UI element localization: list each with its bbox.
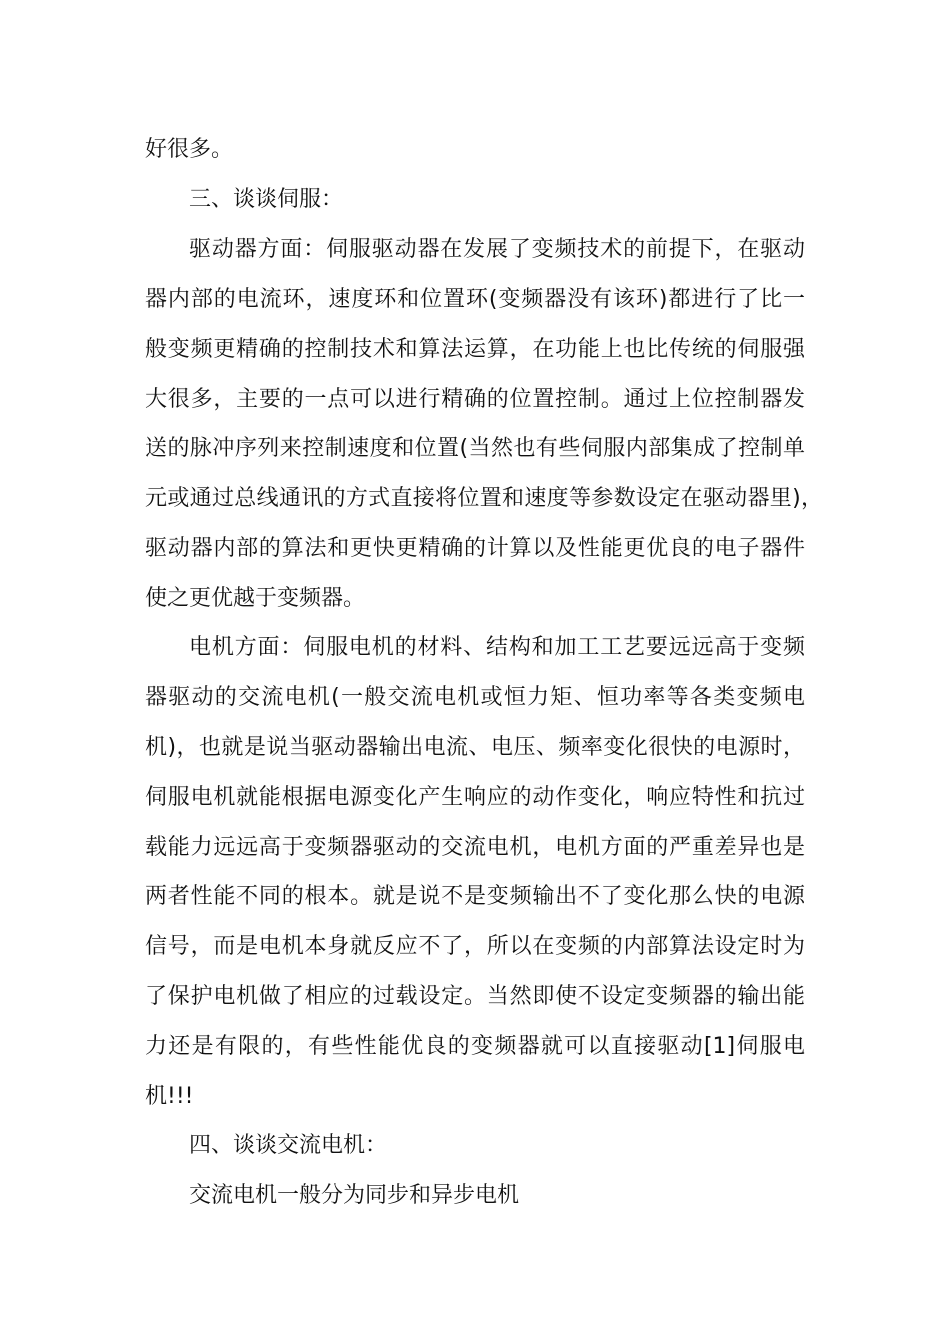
paragraph-line: 般变频更精确的控制技术和算法运算，在功能上也比传统的伺服强 bbox=[145, 337, 805, 362]
paragraph-line: 大很多，主要的一点可以进行精确的位置控制。通过上位控制器发 bbox=[145, 387, 805, 412]
paragraph-line: 器驱动的交流电机(一般交流电机或恒力矩、恒功率等各类变频电 bbox=[145, 685, 805, 710]
paragraph-line: 信号，而是电机本身就反应不了，所以在变频的内部算法设定时为 bbox=[145, 934, 805, 959]
paragraph-line: 力还是有限的，有些性能优良的变频器就可以直接驱动[1]伺服电 bbox=[145, 1034, 805, 1059]
paragraph-line: 送的脉冲序列来控制速度和位置(当然也有些伺服内部集成了控制单 bbox=[145, 436, 805, 461]
paragraph-line: 元或通过总线通讯的方式直接将位置和速度等参数设定在驱动器里)， bbox=[145, 486, 823, 511]
section-heading: 四、谈谈交流电机： bbox=[189, 1133, 388, 1158]
paragraph-line: 器内部的电流环，速度环和位置环(变频器没有该环)都进行了比一 bbox=[145, 287, 805, 312]
paragraph-line: 交流电机一般分为同步和异步电机 bbox=[189, 1183, 520, 1208]
paragraph-line: 了保护电机做了相应的过载设定。当然即使不设定变频器的输出能 bbox=[145, 984, 805, 1009]
paragraph-line: 电机方面：伺服电机的材料、结构和加工工艺要远远高于变频 bbox=[189, 635, 805, 660]
paragraph-line: 载能力远远高于变频器驱动的交流电机，电机方面的严重差异也是 bbox=[145, 835, 805, 860]
paragraph-line: 两者性能不同的根本。就是说不是变频输出不了变化那么快的电源 bbox=[145, 884, 805, 909]
section-heading: 三、谈谈伺服： bbox=[189, 187, 344, 212]
paragraph-line: 驱动器内部的算法和更快更精确的计算以及性能更优良的电子器件 bbox=[145, 536, 805, 561]
paragraph-line: 好很多。 bbox=[145, 137, 234, 162]
paragraph-line: 驱动器方面：伺服驱动器在发展了变频技术的前提下，在驱动 bbox=[189, 237, 805, 262]
paragraph-line: 机!!! bbox=[145, 1084, 194, 1109]
paragraph-line: 机)，也就是说当驱动器输出电流、电压、频率变化很快的电源时， bbox=[145, 735, 805, 760]
paragraph-line: 伺服电机就能根据电源变化产生响应的动作变化，响应特性和抗过 bbox=[145, 785, 805, 810]
paragraph-line: 使之更优越于变频器。 bbox=[145, 586, 366, 611]
